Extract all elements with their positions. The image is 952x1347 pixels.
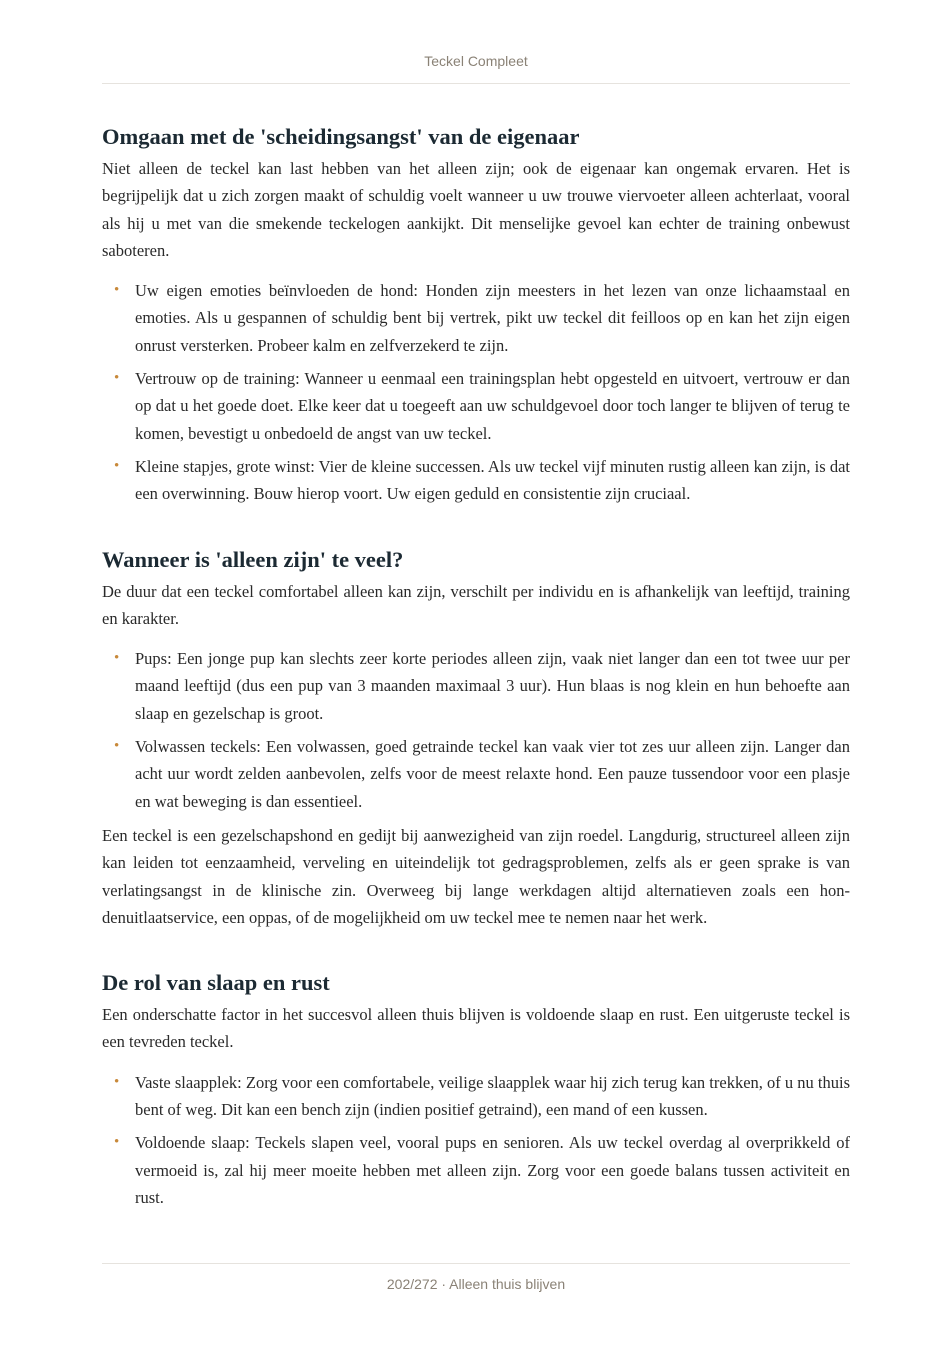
- bullet-list: [102, 1069, 850, 1211]
- section-sleep-and-rest: [102, 969, 850, 1211]
- section-alone-too-long: [102, 546, 850, 932]
- list-item-text: Vaste slaapplek: Zorg voor een comfortabele, veilige slaapplek waar hij zich terug kan trekken, of u nu thuis bent of weg. Dit kan een bench zijn (indien positief getraind), een mand of een kussen.: [135, 1072, 850, 1120]
- bullet-icon: •: [114, 650, 120, 667]
- section-heading: Wanneer is 'alleen zijn' te veel?: [102, 546, 404, 572]
- bullet-list: [102, 277, 850, 507]
- list-item: [102, 1069, 850, 1124]
- running-header: Teckel Compleet: [424, 53, 528, 69]
- section-intro: Niet alleen de teckel kan last hebben van het alleen zijn; ook de eigenaar kan ongemak ervaren. Het is begrijpelijk dat u zich zorgen maakt of schuldig voelt wanneer u uw trouwe viervoeter alleen achterlaat, vooral als hij u met van die smekende teckelogen aankijkt. Dit menselijke gevoel kan echter de training onbewust saboteren.: [102, 159, 850, 260]
- header-divider: [102, 83, 850, 84]
- section-outro: Een teckel is een gezelschapshond en gedijt bij aanwezigheid van zijn roedel. Langdurig, structureel alleen zijn kan leiden tot eenzaamheid, verveling en uiteindelijk tot gedragsproblemen, zelfs als er geen sprake is van verlatingsangst in de klinische zin. Overweeg bij lange werkdagen altijd alternatieven zoals een hondenuitlaatservice, een oppas, of de mogelijkheid om uw teckel mee te nemen naar het werk.: [102, 825, 850, 927]
- page-footer: 202/272 · Alleen thuis blijven: [386, 1276, 566, 1292]
- bullet-icon: •: [114, 1073, 120, 1090]
- list-item-text: Uw eigen emoties beïnvloeden de hond: Honden zijn meesters in het lezen van onze lichaamstaal en emoties. Als u gespannen of schuldig bent bij vertrek, pikt uw teckel dit feilloos op en kan het zijn eigen onrust versterken. Probeer kalm en zelfverzekerd te zijn.: [135, 281, 850, 355]
- list-item-text: Voldoende slaap: Teckels slapen veel, vooral pups en senioren. Als uw teckel overdag al overprikkeld of vermoeid is, zal hij meer moeite hebben met alleen zijn. Zorg voor een goede balans tussen activiteit en rust.: [135, 1133, 850, 1207]
- footer-divider: [102, 1263, 850, 1264]
- list-item: [102, 365, 850, 447]
- list-item: [102, 733, 850, 815]
- section-heading: De rol van slaap en rust: [102, 970, 330, 996]
- section-intro: De duur dat een teckel comfortabel alleen kan zijn, verschilt per individu en is afhankelijk van leeftijd, training en karakter.: [102, 581, 850, 628]
- section-heading: Omgaan met de 'scheidingsangst' van de eigenaar: [102, 124, 580, 149]
- list-item-text: Vertrouw op de training: Wanneer u eenmaal een trainingsplan hebt opgesteld en uitvoert, vertrouw er dan op dat u het goede doet. Elke keer dat u toegeeft aan uw schuldgevoel door toch langer te blijven of terug te komen, bevestigt u onbedoeld de angst van uw teckel.: [135, 369, 850, 443]
- list-item: [102, 1129, 850, 1211]
- list-item: [102, 453, 850, 508]
- list-item-text: Kleine stapjes, grote winst: Vier de kleine successen. Als uw teckel vijf minuten rustig alleen kan zijn, is dat een overwinning. Bouw hierop voort. Uw eigen geduld en consistentie zijn cruciaal.: [135, 456, 850, 504]
- bullet-icon: •: [114, 738, 120, 755]
- bullet-list: [102, 645, 850, 815]
- bullet-icon: •: [114, 1134, 120, 1151]
- bullet-icon: •: [114, 457, 120, 474]
- list-item: [102, 645, 850, 727]
- list-item: [102, 277, 850, 359]
- section-owner-separation-anxiety: [102, 123, 850, 508]
- section-intro: Een onderschatte factor in het succesvol alleen thuis blijven is voldoende slaap en rust. Een uitgeruste teckel is een tevreden teckel.: [102, 1005, 850, 1052]
- list-item-text: Pups: Een jonge pup kan slechts zeer korte periodes alleen zijn, vaak niet langer dan een tot twee uur per maand leeftijd (dus een pup van 3 maanden maximaal 3 uur). Hun blaas is nog klein en hun behoefte aan slaap en gezelschap is groot.: [135, 649, 850, 723]
- bullet-icon: •: [114, 370, 120, 387]
- page-content: [102, 123, 850, 1217]
- list-item-text: Volwassen teckels: Een volwassen, goed getrainde teckel kan vaak vier tot zes uur alleen zijn. Langer dan acht uur wordt zelden aanbevolen, zelfs voor de meest relaxte hond. Een pauze tussendoor voor een plasje en wat beweging is dan essentieel.: [135, 737, 850, 811]
- bullet-icon: •: [114, 282, 120, 299]
